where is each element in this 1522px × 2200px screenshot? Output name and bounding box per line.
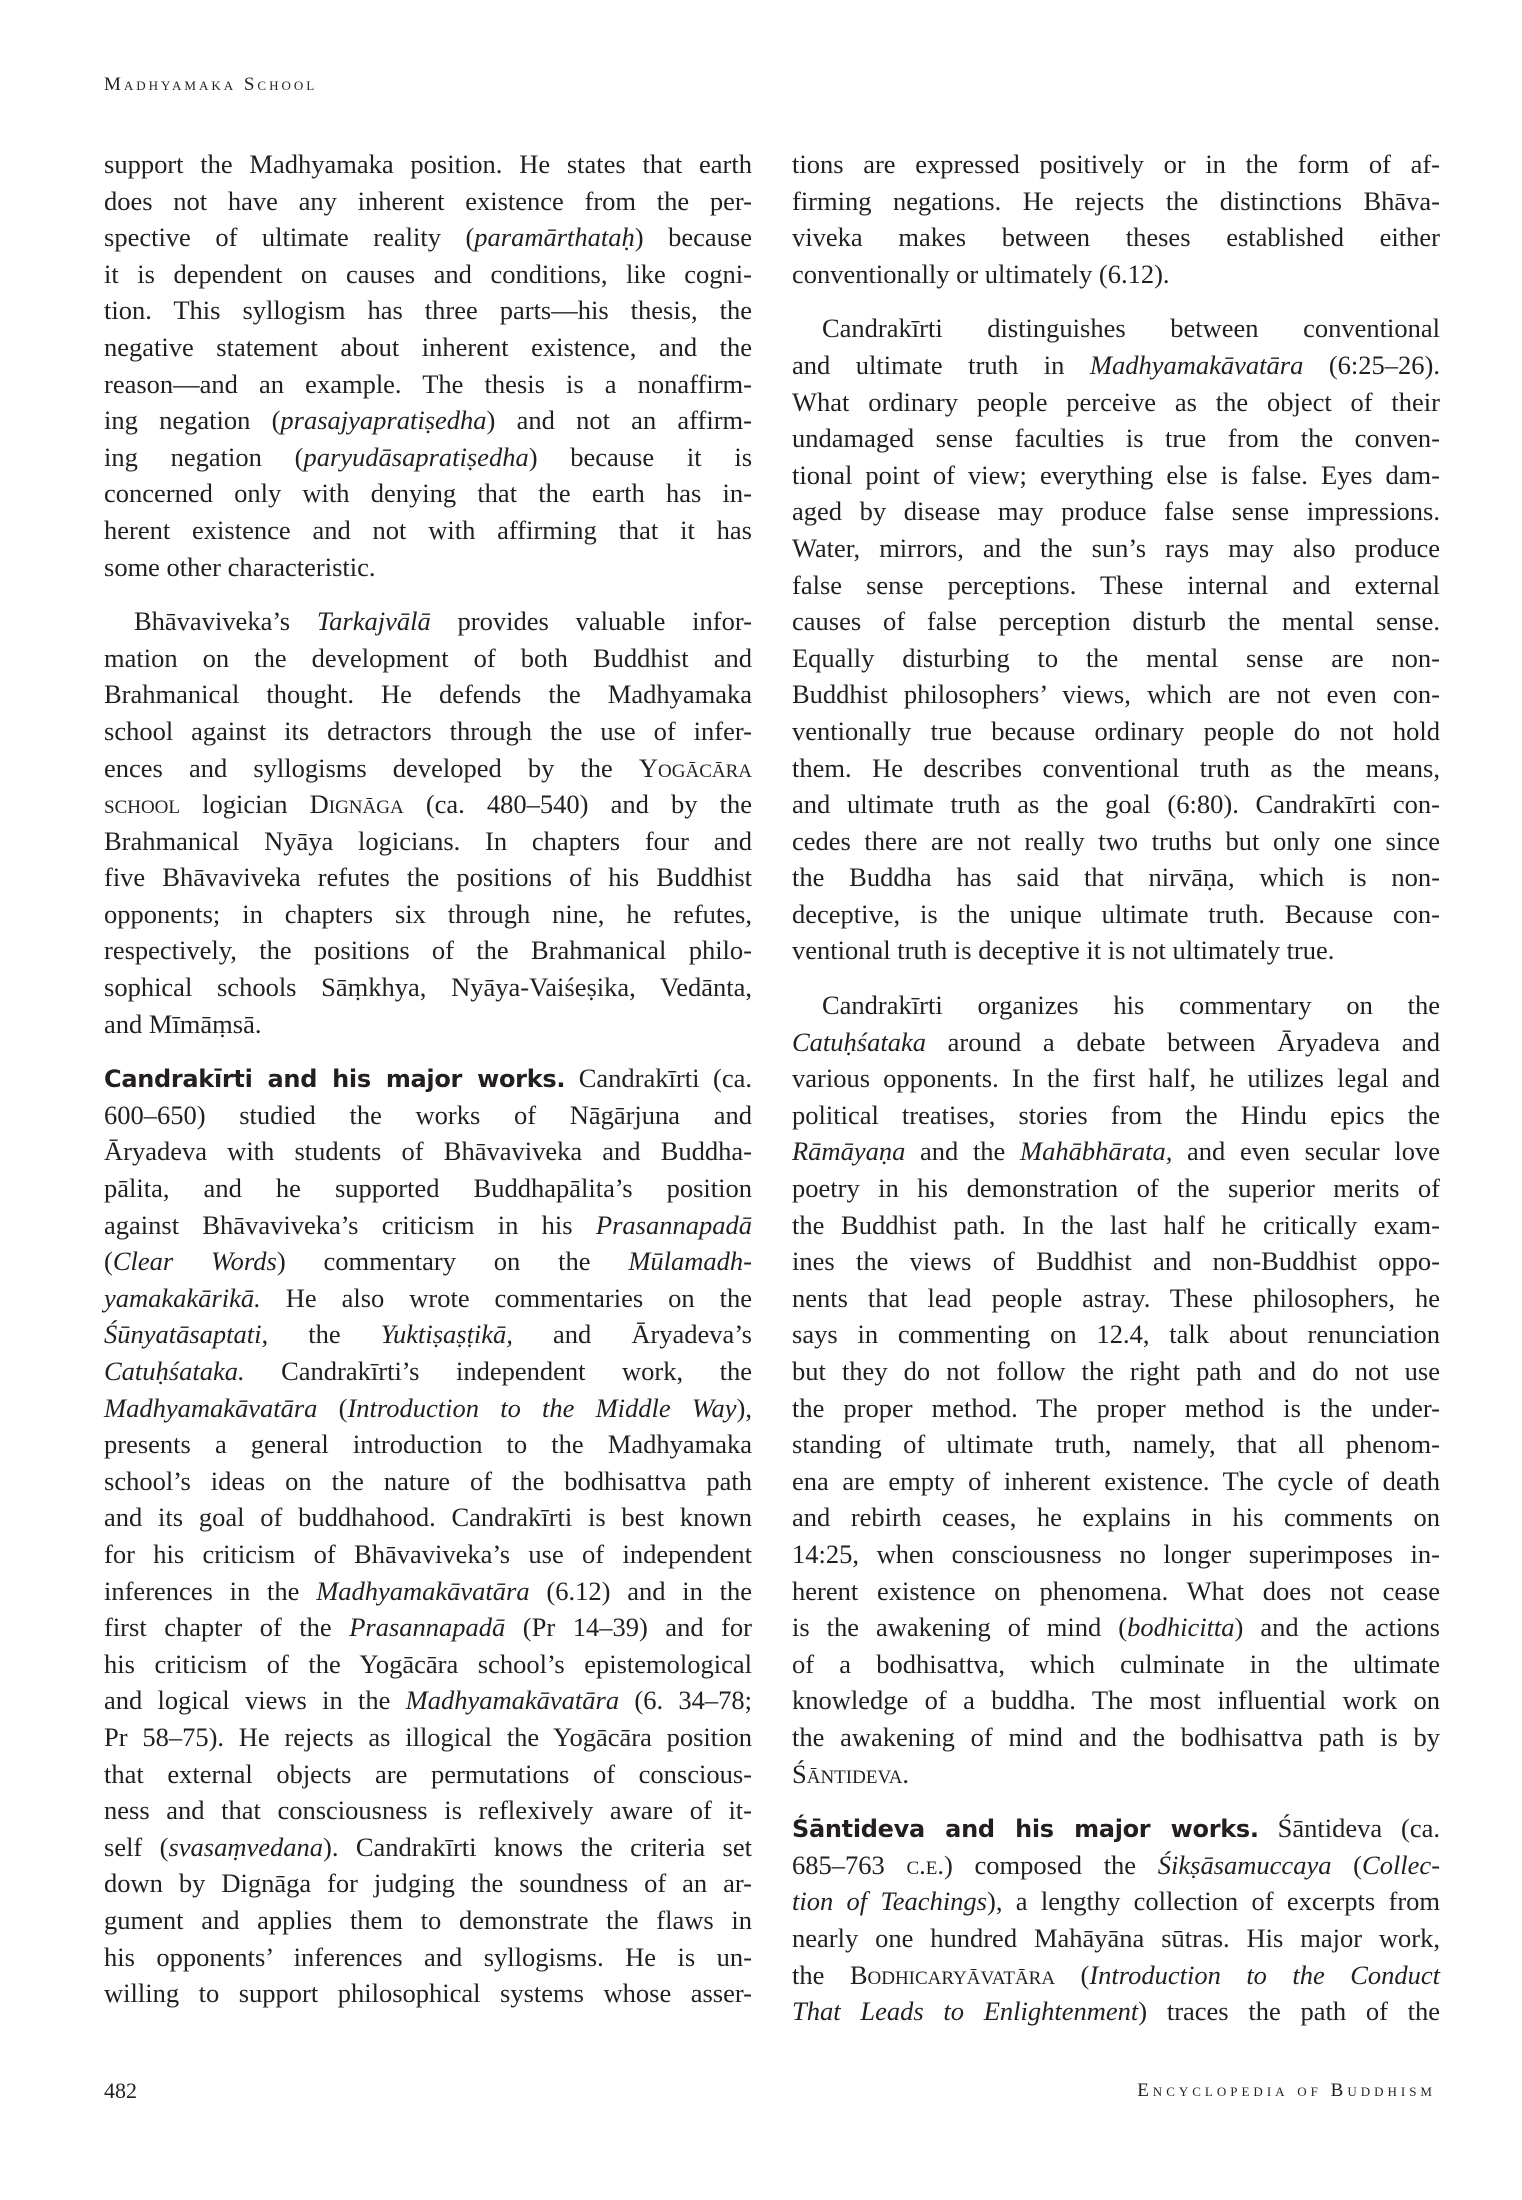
text-run: school against its detractors through the use of infer- — [104, 715, 752, 746]
text-run: Brahmanical thought. He defends the Madhyamaka — [104, 679, 752, 710]
text-line — [792, 1646, 1440, 1683]
text-line — [792, 1060, 1440, 1097]
text-run: his opponents’ inferences and syllogisms. He is un- — [104, 1941, 752, 1972]
text-line — [792, 1810, 1440, 1847]
text-run: ), — [736, 1392, 752, 1423]
text-line — [792, 1536, 1440, 1573]
text-line — [792, 567, 1440, 604]
text-line — [792, 183, 1440, 220]
text-line — [792, 603, 1440, 640]
text-run: tional point of view; everything else is false. Eyes dam- — [792, 459, 1440, 490]
text-line — [792, 1243, 1440, 1280]
text-run: various opponents. In the first half, he utilizes legal and — [792, 1063, 1440, 1094]
text-run: ing negation ( — [104, 405, 281, 436]
paragraph — [104, 603, 752, 1042]
text-run: ) and not an affirm- — [486, 405, 752, 436]
italic-term: Madhyamakāvatāra — [104, 1392, 318, 1423]
text-run: gument and applies them to demonstrate the flaws in — [104, 1904, 752, 1935]
page-number: 482 — [104, 2078, 137, 2103]
italic-term: Collec- — [1362, 1849, 1441, 1880]
text-line — [104, 1353, 752, 1390]
right-column — [792, 146, 1440, 2048]
text-line — [104, 1902, 752, 1939]
text-run: and ultimate truth as the goal (6:80). Candrakīrti con- — [792, 789, 1440, 820]
text-line — [792, 1993, 1440, 2030]
text-line — [104, 1133, 752, 1170]
text-line — [104, 219, 752, 256]
text-run: the Buddha has said that nirvāṇa, which is non- — [792, 862, 1440, 893]
text-run: herent existence and not with affirming that it has — [104, 514, 752, 545]
text-line — [792, 786, 1440, 823]
text-run: his criticism of the Yogācāra school’s epistemological — [104, 1648, 752, 1679]
text-line — [104, 1463, 752, 1500]
text-line — [792, 146, 1440, 183]
italic-term: paramārthataḥ — [474, 222, 635, 253]
text-line — [104, 713, 752, 750]
text-line — [104, 329, 752, 366]
text-line — [792, 1883, 1440, 1920]
text-line — [792, 1390, 1440, 1427]
text-run: but they do not follow the right path and do not use — [792, 1356, 1440, 1386]
text-run: pālita, and he supported Buddhapālita’s position — [104, 1173, 752, 1204]
text-run: spective of ultimate reality ( — [104, 222, 475, 253]
text-line — [792, 1133, 1440, 1170]
text-line — [792, 347, 1440, 384]
text-line — [104, 1060, 752, 1097]
text-line — [104, 1390, 752, 1427]
text-run: viveka makes between theses established either — [792, 222, 1440, 253]
text-run: the — [268, 1319, 381, 1350]
text-line — [104, 1170, 752, 1207]
italic-term: Śikṣāsamuccaya — [1157, 1849, 1332, 1880]
text-line — [792, 896, 1440, 933]
text-line — [792, 1957, 1440, 1994]
text-run: ( — [1331, 1849, 1363, 1880]
text-line — [792, 1719, 1440, 1756]
text-line — [792, 1097, 1440, 1134]
text-run: around a debate between Āryadeva and — [925, 1026, 1440, 1057]
text-run: against Bhāvaviveka’s criticism in his — [104, 1209, 596, 1240]
text-run: ness and that consciousness is reflexively aware of it- — [104, 1795, 752, 1826]
text-run: ) because — [634, 222, 752, 253]
text-line — [104, 1426, 752, 1463]
text-run: reason—and an example. The thesis is a nonaffirm- — [104, 368, 752, 399]
run-in-heading: Candrakīrti and his major works. — [104, 1065, 566, 1094]
text-run: and the — [905, 1136, 1020, 1167]
text-line — [104, 549, 752, 586]
text-line — [104, 183, 752, 220]
text-run: opponents; in chapters six through nine, he refutes, — [104, 898, 752, 929]
text-run: school’s ideas on the nature of the bodhisattva path — [104, 1465, 752, 1496]
text-run: Water, mirrors, and the sun’s rays may also produce — [792, 532, 1440, 563]
italic-term: bodhicitta — [1127, 1612, 1235, 1643]
text-line — [792, 1316, 1440, 1353]
text-run: of a bodhisattva, which culminate in the ultimate — [792, 1648, 1440, 1679]
text-line — [792, 987, 1440, 1024]
running-head: Madhyamaka School — [104, 74, 318, 95]
text-run: ines the views of Buddhist and non-Buddhist oppo- — [792, 1246, 1440, 1277]
text-run: and its goal of buddhahood. Candrakīrti is best known — [104, 1502, 752, 1533]
italic-term: Yuktiṣaṣṭikā, — [380, 1319, 513, 1350]
text-run: first chapter of the — [104, 1612, 350, 1643]
text-line — [104, 1536, 752, 1573]
text-line — [792, 1847, 1440, 1884]
text-run: 685–763 — [792, 1849, 907, 1880]
text-line — [792, 1024, 1440, 1061]
italic-term: yamakakārikā. — [104, 1282, 261, 1313]
text-line — [104, 640, 752, 677]
text-run: ), a lengthy collection of excerpts from — [987, 1886, 1441, 1917]
text-run: aged by disease may produce false sense impressions. — [792, 496, 1440, 527]
text-line — [104, 932, 752, 969]
text-run: Āryadeva with students of Bhāvaviveka and Buddha- — [104, 1136, 752, 1167]
text-line — [792, 932, 1440, 969]
text-line — [104, 1975, 752, 2012]
italic-term: Prasannapadā — [349, 1612, 506, 1643]
text-run: negative statement about inherent existence, and the — [104, 331, 752, 362]
text-line — [104, 969, 752, 1006]
text-run: firming negations. He rejects the distinctions Bhāva- — [792, 185, 1440, 216]
text-line — [792, 1463, 1440, 1500]
running-foot: Encyclopedia of Buddhism — [1137, 2080, 1436, 2101]
italic-term: That Leads to Enlightenment — [792, 1996, 1139, 2027]
text-run: ) commentary on the — [276, 1246, 629, 1277]
text-line — [104, 750, 752, 787]
text-line — [104, 1646, 752, 1683]
italic-term: paryudāsapratiṣedha — [303, 441, 529, 472]
text-line — [792, 530, 1440, 567]
text-line — [104, 603, 752, 640]
text-run: is the awakening of mind ( — [792, 1612, 1128, 1643]
text-run: does not have any inherent existence from the per- — [104, 185, 752, 216]
text-line — [792, 1682, 1440, 1719]
text-run: respectively, the positions of the Brahmanical philo- — [104, 935, 752, 966]
text-line — [104, 1243, 752, 1280]
text-run: for his criticism of Bhāvaviveka’s use of independent — [104, 1538, 752, 1569]
text-line — [792, 457, 1440, 494]
italic-term: Catuḥśataka. — [104, 1356, 245, 1386]
text-line — [104, 1316, 752, 1353]
text-line — [792, 640, 1440, 677]
text-run: Buddhist philosophers’ views, which are not even con- — [792, 679, 1440, 710]
text-line — [792, 493, 1440, 530]
paragraph — [792, 146, 1440, 292]
italic-term: Clear Words — [112, 1246, 277, 1277]
text-run: Pr 58–75). He rejects as illogical the Yogācāra position — [104, 1721, 752, 1752]
italic-term: tion of Teachings — [792, 1886, 987, 1917]
text-line — [104, 1682, 752, 1719]
text-run: the Buddhist path. In the last half he critically exam- — [792, 1209, 1440, 1240]
text-run: down by Dignāga for judging the soundness of an ar- — [104, 1868, 752, 1899]
text-line — [104, 292, 752, 329]
text-run: ing negation ( — [104, 441, 304, 472]
text-run: the — [792, 1959, 850, 1990]
text-line — [104, 1829, 752, 1866]
text-line — [792, 676, 1440, 713]
cross-reference: Śāntideva. — [792, 1758, 910, 1789]
paragraph — [792, 1810, 1440, 2030]
cross-reference: Bodhicaryāvatāra — [849, 1959, 1056, 1990]
text-run: ( — [317, 1392, 348, 1423]
italic-term: Rāmāyaṇa — [792, 1136, 906, 1167]
text-run: self ( — [104, 1831, 169, 1862]
text-run: Śāntideva (ca. — [1258, 1813, 1440, 1844]
text-run: ( — [1055, 1959, 1090, 1990]
text-run: herent existence on phenomena. What does not cease — [792, 1575, 1440, 1606]
text-line — [104, 1609, 752, 1646]
text-line — [792, 1280, 1440, 1317]
text-run: the awakening of mind and the bodhisattva path is by — [792, 1721, 1440, 1752]
cross-reference: Yogācāra — [638, 752, 752, 783]
italic-term: Prasannapadā — [595, 1209, 752, 1240]
text-run: willing to support philosophical systems whose asser- — [104, 1978, 752, 2009]
italic-term: Madhyamakāvatāra — [405, 1685, 620, 1716]
text-line — [104, 1006, 752, 1043]
text-run: (ca. 480–540) and by the — [403, 789, 752, 820]
text-line — [792, 219, 1440, 256]
text-run: Brahmanical Nyāya logicians. In chapters four and — [104, 825, 752, 856]
text-run: them. He describes conventional truth as the means, — [792, 752, 1440, 783]
text-run: (6:25–26). — [1303, 349, 1440, 380]
text-run: and ultimate truth in — [792, 349, 1090, 380]
text-line — [104, 1280, 752, 1317]
text-line — [104, 1865, 752, 1902]
text-run: Candrakīrti distinguishes between conventional — [822, 313, 1440, 344]
text-run: ventionally true because ordinary people do not hold — [792, 715, 1440, 746]
text-line — [792, 420, 1440, 457]
text-run: provides valuable infor- — [430, 606, 752, 637]
text-line — [104, 1499, 752, 1536]
text-run: Candrakīrti (ca. — [565, 1063, 752, 1094]
text-run: support the Madhyamaka position. He states that earth — [104, 149, 752, 179]
text-line — [104, 896, 752, 933]
text-run: ) composed the — [944, 1849, 1158, 1880]
text-run: What ordinary people perceive as the object of their — [792, 386, 1440, 417]
text-run: presents a general introduction to the Madhyamaka — [104, 1429, 752, 1460]
text-run: some other characteristic. — [104, 551, 376, 582]
text-line — [104, 823, 752, 860]
text-run: says in commenting on 12.4, talk about renunciation — [792, 1319, 1440, 1350]
text-run: conventionally or ultimately (6.12). — [792, 258, 1170, 289]
text-line — [792, 713, 1440, 750]
text-run: (Pr 14–39) and for — [505, 1612, 752, 1643]
text-run: cedes there are not really two truths but only one since — [792, 825, 1440, 856]
text-run: ( — [104, 1246, 113, 1277]
text-run: 600–650) studied the works of Nāgārjuna and — [104, 1099, 752, 1130]
text-run: and logical views in the — [104, 1685, 406, 1716]
text-run: deceptive, is the unique ultimate truth. Because con- — [792, 898, 1440, 929]
text-run: tion. This syllogism has three parts—his thesis, the — [104, 295, 752, 326]
italic-term: Mahābhārata, — [1020, 1136, 1173, 1167]
italic-term: Madhyamakāvatāra — [316, 1575, 530, 1606]
text-line — [104, 366, 752, 403]
text-run: concerned only with denying that the earth has in- — [104, 478, 752, 509]
text-line — [792, 1207, 1440, 1244]
text-run: Candrakīrti’s independent work, the — [244, 1356, 752, 1386]
text-run: nearly one hundred Mahāyāna sūtras. His major work, — [792, 1922, 1440, 1953]
text-run: inferences in the — [104, 1575, 317, 1606]
text-run: sophical schools Sāṃkhya, Nyāya-Vaiśeṣika, Vedānta, — [104, 972, 752, 1003]
text-run: political treatises, stories from the Hindu epics the — [792, 1099, 1440, 1130]
text-line — [104, 439, 752, 476]
text-run: and Mīmāṃsā. — [104, 1008, 262, 1039]
text-run: ena are empty of inherent existence. The cycle of death — [792, 1465, 1440, 1496]
text-run: causes of false perception disturb the mental sense. — [792, 606, 1440, 637]
run-in-heading: Śāntideva and his major works. — [792, 1815, 1259, 1844]
paragraph — [792, 987, 1440, 1792]
text-run: Equally disturbing to the mental sense are non- — [792, 642, 1440, 673]
text-line — [104, 1719, 752, 1756]
text-run: it is dependent on causes and conditions, like cogni- — [104, 258, 752, 289]
cross-reference: school — [104, 789, 181, 820]
italic-term: prasajyapratiṣedha — [280, 405, 487, 436]
paragraph — [792, 310, 1440, 969]
text-run: and Āryadeva’s — [512, 1319, 752, 1350]
text-run: false sense perceptions. These internal and external — [792, 569, 1440, 600]
text-line — [792, 1756, 1440, 1793]
text-line — [104, 1939, 752, 1976]
text-line — [104, 1792, 752, 1829]
text-line — [104, 1756, 752, 1793]
text-line — [104, 859, 752, 896]
italic-term: Tarkajvālā — [316, 606, 431, 637]
text-run: ) because it is — [528, 441, 753, 472]
text-run: ). Candrakīrti knows the criteria set — [323, 1831, 752, 1862]
text-line — [104, 1207, 752, 1244]
text-line — [792, 310, 1440, 347]
text-run: ventional truth is deceptive it is not ultimately true. — [792, 935, 1335, 966]
italic-term: svasaṃvedana — [168, 1831, 324, 1862]
text-line — [792, 1499, 1440, 1536]
cross-reference: Dignāga — [309, 789, 404, 820]
text-run: knowledge of a buddha. The most influential work on — [792, 1685, 1440, 1716]
text-line — [792, 1170, 1440, 1207]
text-line — [104, 1573, 752, 1610]
text-line — [792, 256, 1440, 293]
text-run: Candrakīrti organizes his commentary on the — [822, 990, 1440, 1021]
text-line — [104, 786, 752, 823]
text-run: logician — [180, 789, 310, 820]
text-line — [104, 146, 752, 183]
italic-term: Mūlamadh- — [628, 1246, 752, 1277]
text-line — [792, 1920, 1440, 1957]
text-run: undamaged sense faculties is true from the conven- — [792, 423, 1440, 454]
text-line — [792, 1609, 1440, 1646]
text-line — [792, 1573, 1440, 1610]
text-line — [104, 1097, 752, 1134]
italic-term: Śūnyatāsaptati, — [104, 1319, 269, 1350]
text-run: (6. 34–78; — [619, 1685, 753, 1716]
italic-term: Madhyamakāvatāra — [1089, 349, 1304, 380]
text-line — [104, 402, 752, 439]
text-run: tions are expressed positively or in the form of af- — [792, 149, 1440, 179]
italic-term: Catuḥśataka — [792, 1026, 926, 1057]
text-run: ) traces the path of the — [1138, 1996, 1441, 2027]
text-run: He also wrote commentaries on the — [260, 1282, 752, 1313]
text-run: ) and the actions — [1234, 1612, 1440, 1643]
text-run: the proper method. The proper method is the under- — [792, 1392, 1440, 1423]
italic-term: Introduction to the Middle Way — [347, 1392, 737, 1423]
text-run: standing of ultimate truth, namely, that all phenom- — [792, 1429, 1440, 1460]
paragraph — [104, 146, 752, 585]
text-line — [792, 1353, 1440, 1390]
text-line — [792, 384, 1440, 421]
left-column — [104, 146, 752, 2030]
text-run: nents that lead people astray. These philosophers, he — [792, 1282, 1440, 1313]
text-run: 14:25, when consciousness no longer superimposes in- — [792, 1538, 1440, 1569]
italic-term: Introduction to the Conduct — [1089, 1959, 1440, 1990]
paragraph — [104, 1060, 752, 2011]
text-run: that external objects are permutations of conscious- — [104, 1758, 752, 1789]
text-line — [792, 1426, 1440, 1463]
text-run: Bhāvaviveka’s — [134, 606, 317, 637]
text-line — [104, 676, 752, 713]
text-run: ences and syllogisms developed by the — [104, 752, 639, 783]
text-run: poetry in his demonstration of the superior merits of — [792, 1173, 1440, 1204]
text-line — [792, 859, 1440, 896]
text-line — [792, 823, 1440, 860]
text-run: mation on the development of both Buddhist and — [104, 642, 752, 673]
text-run: and rebirth ceases, he explains in his comments on — [792, 1502, 1440, 1533]
text-run: five Bhāvaviveka refutes the positions of his Buddhist — [104, 862, 752, 893]
text-line — [104, 512, 752, 549]
text-line — [792, 750, 1440, 787]
text-line — [104, 475, 752, 512]
text-line — [104, 256, 752, 293]
cross-reference: c.e. — [906, 1849, 944, 1880]
text-run: (6.12) and in the — [529, 1575, 752, 1606]
text-run: and even secular love — [1172, 1136, 1440, 1167]
